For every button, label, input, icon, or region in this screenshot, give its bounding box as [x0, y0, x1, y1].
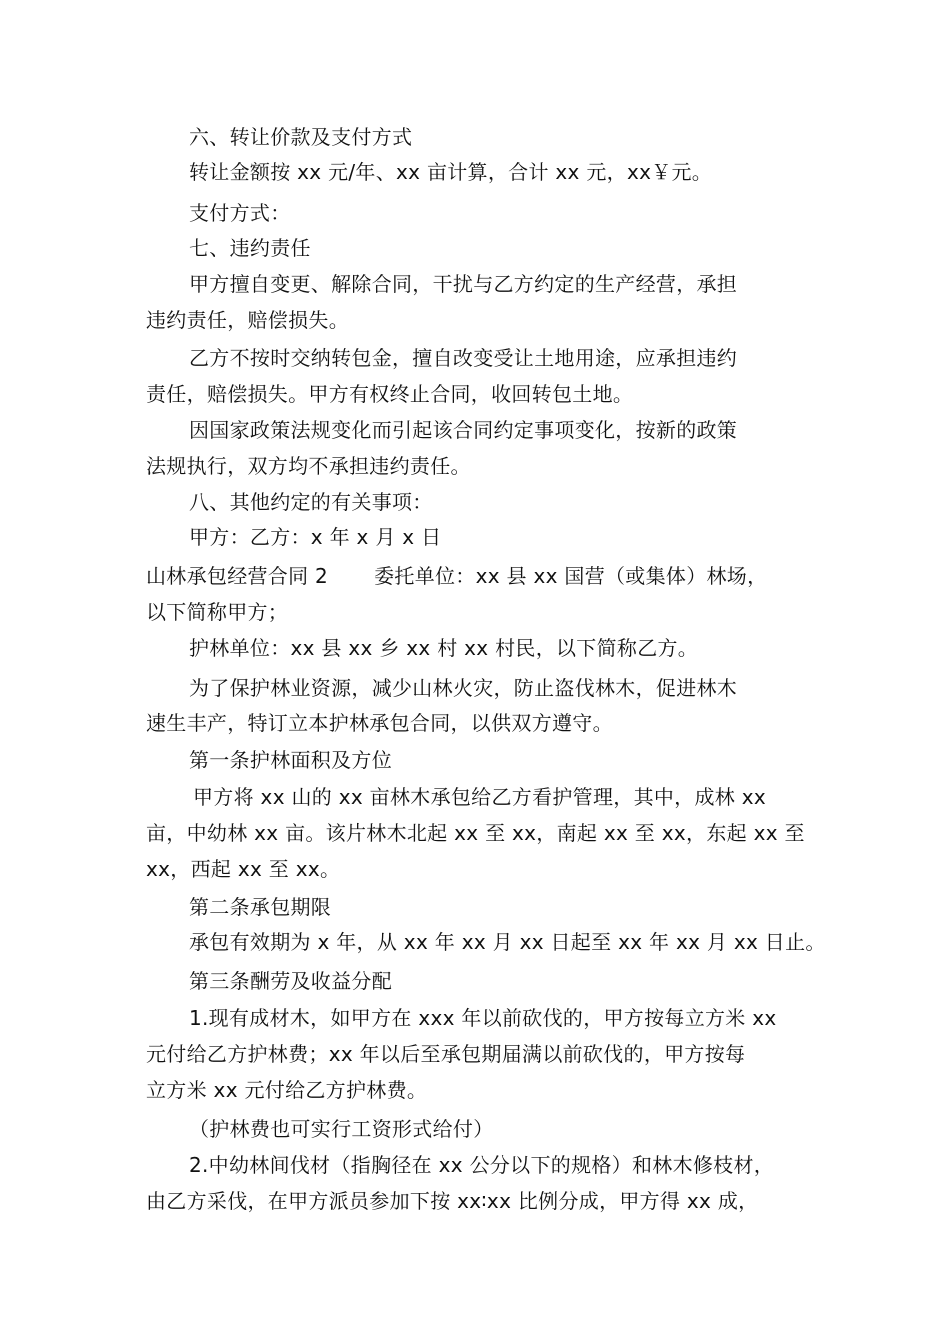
section-heading: 七、违约责任 — [189, 236, 311, 260]
paragraph-line: 责任，赔偿损失。甲方有权终止合同，收回转包土地。 — [146, 382, 634, 406]
paragraph-line: 支付方式： — [189, 201, 291, 225]
paragraph-line: （护林费也可实行工资形式给付） — [189, 1117, 494, 1141]
section-heading: 第一条护林面积及方位 — [189, 748, 392, 772]
paragraph-line: 2.中幼林间伐材（指胸径在 xx 公分以下的规格）和林木修枝材， — [189, 1153, 775, 1177]
paragraph-line: xx，西起 xx 至 xx。 — [146, 857, 341, 881]
section-heading: 第三条酬劳及收益分配 — [189, 969, 392, 993]
paragraph-line: 因国家政策法规变化而引起该合同约定事项变化，按新的政策 — [189, 418, 738, 442]
paragraph-line: 立方米 xx 元付给乙方护林费。 — [146, 1078, 428, 1102]
paragraph-line: 1.现有成材木，如甲方在 xxx 年以前砍伐的，甲方按每立方米 xx — [189, 1006, 777, 1030]
paragraph-line: 以下简称甲方； — [146, 600, 289, 624]
paragraph-line: 元付给乙方护林费；xx 年以后至承包期届满以前砍伐的，甲方按每 — [146, 1042, 746, 1066]
signature-line: 甲方：乙方：x 年 x 月 x 日 — [189, 525, 442, 549]
paragraph-line: 甲方将 xx 山的 xx 亩林木承包给乙方看护管理，其中，成林 xx — [193, 785, 767, 809]
section-heading: 第二条承包期限 — [189, 895, 332, 919]
paragraph-line: 亩，中幼林 xx 亩。该片林木北起 xx 至 xx，南起 xx 至 xx，东起 xx 至 — [146, 821, 805, 845]
paragraph-line: 由乙方采伐，在甲方派员参加下按 xx∶xx 比例分成，甲方得 xx 成， — [146, 1189, 759, 1213]
paragraph-text: 委托单位：xx 县 xx 国营（或集体）林场， — [374, 564, 768, 588]
paragraph-line: 违约责任，赔偿损失。 — [146, 308, 349, 332]
section-heading: 八、其他约定的有关事项： — [189, 490, 433, 514]
paragraph-line: 承包有效期为 x 年，从 xx 年 xx 月 xx 日起至 xx 年 xx 月 xx 日止。 — [189, 930, 826, 954]
paragraph-line: 法规执行，双方均不承担违约责任。 — [146, 454, 471, 478]
paragraph-line: 为了保护林业资源，减少山林火灾，防止盗伐林木，促进林木 — [189, 676, 738, 700]
section-heading: 六、转让价款及支付方式 — [189, 125, 413, 149]
paragraph-line: 乙方不按时交纳转包金，擅自改变受让土地用途，应承担违约 — [189, 346, 738, 370]
paragraph-line: 甲方擅自变更、解除合同，干扰与乙方约定的生产经营，承担 — [189, 272, 738, 296]
paragraph-line: 护林单位：xx 县 xx 乡 xx 村 xx 村民，以下简称乙方。 — [189, 636, 699, 660]
contract-title-line — [146, 562, 816, 590]
paragraph-line: 速生丰产，特订立本护林承包合同，以供双方遵守。 — [146, 711, 613, 735]
paragraph-line: 转让金额按 xx 元/年、xx 亩计算，合计 xx 元，xx￥元。 — [189, 160, 713, 184]
contract-title: 山林承包经营合同 2 — [146, 564, 329, 588]
